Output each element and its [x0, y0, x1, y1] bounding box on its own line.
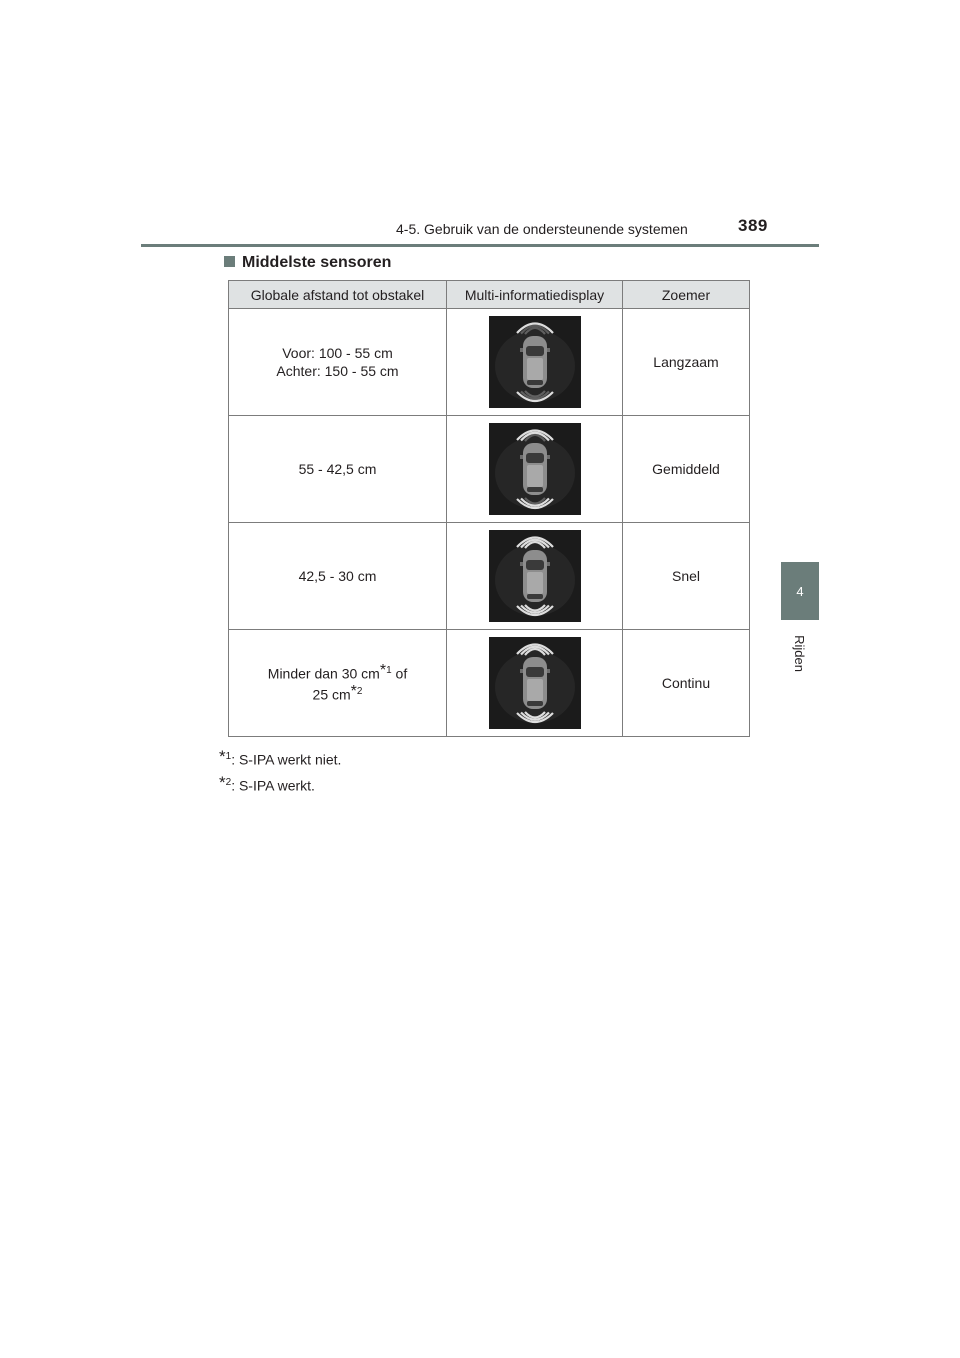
display-cell: [447, 309, 623, 416]
car-sensor-display-icon: [489, 423, 581, 515]
car-sensor-display-icon: [489, 530, 581, 622]
footnote: $^{*2}$: S-IPA werkt.: [219, 773, 315, 794]
footnote-ref: *2: [350, 683, 363, 700]
table-header-row: [229, 281, 750, 309]
buzzer-cell: Snel: [623, 523, 750, 630]
table-row: [229, 416, 750, 523]
distance-cell: Minder dan 30 $cm^{*1}$ of 25 $cm^{*2}$: [229, 630, 447, 737]
car-sensor-display-icon: [489, 637, 581, 729]
header-rule: [141, 244, 819, 247]
table-row: [229, 309, 750, 416]
buzzer-cell: Langzaam: [623, 309, 750, 416]
car-sensor-display-icon: [489, 316, 581, 408]
table-row: [229, 630, 750, 737]
chapter-tab: 4: [781, 562, 819, 620]
distance-cell: Voor: 100 - 55 cm Achter: 150 - 55 cm: [229, 309, 447, 416]
page-number: 389: [738, 216, 768, 235]
column-header-display: Multi-informatiedisplay: [447, 281, 623, 309]
square-bullet-icon: [224, 256, 235, 267]
column-header-buzzer: Zoemer: [623, 281, 750, 309]
header-section-title: 4-5. Gebruik van de ondersteunende systemen: [396, 221, 688, 237]
column-header-distance: Globale afstand tot obstakel: [229, 281, 447, 309]
section-heading: Middelste sensoren: [224, 254, 391, 272]
footnote-ref: *1: [379, 662, 392, 680]
display-cell: [447, 630, 623, 737]
distance-cell: 55 - 42,5 cm: [229, 416, 447, 523]
distance-table: [228, 280, 750, 737]
table-row: [229, 523, 750, 630]
distance-cell: 42,5 - 30 cm: [229, 523, 447, 630]
buzzer-cell: Continu: [623, 630, 750, 737]
buzzer-cell: Gemiddeld: [623, 416, 750, 523]
footnote: $^{*1}$: S-IPA werkt niet.: [219, 747, 342, 768]
display-cell: [447, 416, 623, 523]
chapter-label: Rijden: [791, 634, 807, 672]
display-cell: [447, 523, 623, 630]
